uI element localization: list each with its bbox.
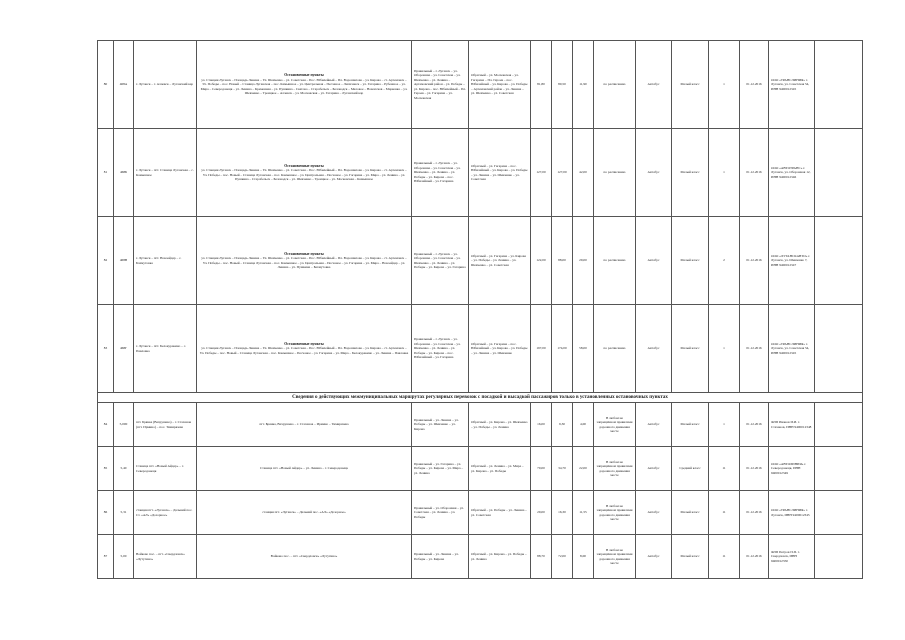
- route-name: Станица пгт. «Новый Айдар» – г. Северодонецк: [134, 447, 197, 491]
- vehicle-class: Малый класс: [672, 129, 709, 217]
- route-stops: [197, 447, 412, 491]
- vehicle-class: Малый класс: [672, 41, 709, 129]
- route-length-forward: 88,70: [531, 535, 552, 579]
- start-date: 01.12.2016: [740, 447, 769, 491]
- route-number: 84: [98, 403, 114, 447]
- route-streets-back: Обратный – ул. Ленина – ул. Мира – ул. Кирова – ул. Победы: [469, 447, 531, 491]
- route-name: г. Луганск – пгт. Новоайдар – с. Бахмутовка: [134, 217, 197, 305]
- table-row: [98, 491, 863, 535]
- table-row: [98, 217, 863, 305]
- boarding-order: по расписанию: [594, 305, 636, 393]
- stops-count: 42,00: [573, 129, 594, 217]
- boarding-order: по расписанию: [594, 41, 636, 129]
- boarding-order: В любом не запрещённом правилами дорожного движения месте: [594, 535, 636, 579]
- boarding-order: В любом не запрещённом правилами дорожного движения месте: [594, 403, 636, 447]
- route-name: г. Луганск – пгт. Белокуракино – с. Павловка: [134, 305, 197, 393]
- route-length-back: 88,00: [552, 217, 573, 305]
- stops-text: Войково пос. – пгт. «Свердловск» «Лутугино»: [270, 554, 338, 559]
- table-row: [98, 535, 863, 579]
- boarding-order: по расписанию: [594, 129, 636, 217]
- route-stops: [197, 41, 412, 129]
- route-name: г. Луганск – пгт. Станица Луганская – с. Камышное: [134, 129, 197, 217]
- route-stops: [197, 535, 412, 579]
- vehicle-type: Автобус: [636, 535, 672, 579]
- route-length-forward: 122,00: [531, 217, 552, 305]
- carrier-info: ООО «ЛУГАНСКАВТО» г. Луганск, ул. Шевченко 7, ИНН 9400012347: [769, 217, 815, 305]
- route-streets-back: Обратный – ул. Победы – ул. Ленина – ул. Советская: [469, 491, 531, 535]
- stops-count: 4,00: [573, 403, 594, 447]
- route-length-forward: 81,80: [531, 41, 552, 129]
- vehicle-type: Автобус: [636, 403, 672, 447]
- route-streets-back: Обратный – ул. Московская – ул. Гагарина – Пл. Героев – пос. Юбилейный – ул. Кирова – ул. Победы – Артемовский район – ул. Ленина – ул. Шевченко – ул. Советская: [469, 41, 531, 129]
- route-code: 5,000: [114, 403, 134, 447]
- boarding-order: В любом не запрещённом правилами дорожного движения месте: [594, 447, 636, 491]
- stops-title: Остановочные пункты: [284, 251, 324, 256]
- route-name: г. Луганск – г. Алчевск – Луганский кар: [134, 41, 197, 129]
- route-length-back: 9,30: [552, 403, 573, 447]
- route-length-back: 80,50: [552, 41, 573, 129]
- start-date: 01.12.2016: [740, 403, 769, 447]
- route-code: 468Б: [114, 129, 134, 217]
- route-streets-forward: Правильный – ул. Ленина – ул. Победы – ул. Кирова: [412, 535, 469, 579]
- start-date: 01.12.2016: [740, 41, 769, 129]
- vehicle-type: Автобус: [636, 41, 672, 129]
- route-stops: [197, 129, 412, 217]
- stops-count: 11,90: [573, 41, 594, 129]
- route-streets-forward: Правильный – г. Луганск – ул. Оборонная – ул. Советская – ул. Шевченко – ул. Ленина – ул. Победы – ул. Кирова – ул. Гагарина: [412, 217, 469, 305]
- vehicle-class: Малый класс: [672, 491, 709, 535]
- carrier-info: ООО «АВТОТРАНС» г. Луганск, ул. Оборонная 12, ИНН 9400012346: [769, 129, 815, 217]
- route-length-back: 72,00: [552, 535, 573, 579]
- route-streets-forward: Правильный – г. Луганск – ул. Оборонная – ул. Советская – ул. Шевченко – ул. Ленина – ул. Победы – ул. Кирова – пос. Юбилейный – ул. Гагарина: [412, 305, 469, 393]
- section-title: Сведения о действующих межмуниципальных маршрутах регулярных перевозок с посадкой и высадкой пассажиров только в установленных остановочных пунктах: [98, 393, 863, 403]
- route-length-back: 174,00: [552, 305, 573, 393]
- notes-cell: [815, 41, 863, 129]
- route-length-forward: 29,00: [531, 491, 552, 535]
- carrier-info: ФЛП Иванов И.И. г. Стаханов, ИНН 9400012348: [769, 403, 815, 447]
- route-length-back: 127,00: [552, 129, 573, 217]
- notes-cell: [815, 305, 863, 393]
- route-code: 5,40: [114, 447, 134, 491]
- route-number: 87: [98, 535, 114, 579]
- vehicle-type: Автобус: [636, 217, 672, 305]
- stops-text: ул. Станция Луганск – Площадь Ленина – Ул. Шевченко – ул. Советская – Пос. Юбилейный – Пл. Ворошилова – ул. Кирова – ст. Артемовск – Ул. Победы – пос. Новый – Станица Луганская – пос. Камышное – ул. Центральная – Песчаное – ул. Гагарина – ул. Мира – ул. Ленина – ул. Пушкина – Старобельск – Беловодск – ул. Шевченко – Троицкое – ул. Московская – Камышное: [201, 168, 407, 181]
- route-stops: [197, 305, 412, 393]
- stops-title: Остановочные пункты: [284, 341, 324, 346]
- route-length-forward: 197,00: [531, 305, 552, 393]
- carrier-info: ООО «АВТОЛИНИЯ» г. Северодонецк, ИНН 9400012349: [769, 447, 815, 491]
- vehicle-quantity: 1: [709, 403, 740, 447]
- route-streets-forward: Правильный – ул. Ленина – ул. Победы – ул. Шевченко – ул. Кирова: [412, 403, 469, 447]
- vehicle-quantity: 11: [709, 535, 740, 579]
- route-length-forward: 70,00: [531, 447, 552, 491]
- vehicle-quantity: 11: [709, 447, 740, 491]
- route-number: 82: [98, 217, 114, 305]
- carrier-info: ФЛП Петров П.П. г. Свердловск, ИНН 9400012350: [769, 535, 815, 579]
- carrier-info: ООО «ТРАНСЛИНИЯ» г. Луганск, ул. Советская 54, ИНН 9400012345: [769, 41, 815, 129]
- vehicle-quantity: 1: [709, 305, 740, 393]
- section-header-row: [98, 393, 863, 403]
- stops-count: 29,00: [573, 217, 594, 305]
- notes-cell: [815, 129, 863, 217]
- vehicle-type: Автобус: [636, 447, 672, 491]
- vehicle-quantity: 1: [709, 129, 740, 217]
- vehicle-quantity: 2: [709, 217, 740, 305]
- route-name: пгт. Брянка (Вахрушево) – г. Стаханов (пгт. Ирмино) – пос. Тимирязева: [134, 403, 197, 447]
- route-length-forward: 16,00: [531, 403, 552, 447]
- vehicle-type: Автобус: [636, 491, 672, 535]
- route-code: 468А: [114, 41, 134, 129]
- route-streets-forward: Правильный – ул. Гагарина – ул. Победы – ул. Кирова – ул. Мира – ул. Ленина: [412, 447, 469, 491]
- table-row: [98, 447, 863, 491]
- route-code: 5,00: [114, 535, 134, 579]
- vehicle-type: Автобус: [636, 305, 672, 393]
- table-row: [98, 403, 863, 447]
- route-streets-forward: Правильный – г. Луганск – ул. Оборонная – ул. Советская – ул. Шевченко – ул. Ленина – Артемовский район – ул. Победы – ул. Кирова – пос. Юбилейный – Пл. Героев – ул. Гагарина – ул. Московская: [412, 41, 469, 129]
- boarding-order: В любом не запрещённом правилами дорожного движения месте: [594, 491, 636, 535]
- start-date: 01.12.2016: [740, 491, 769, 535]
- stops-count: 58,00: [573, 305, 594, 393]
- vehicle-quantity: 11: [709, 491, 740, 535]
- route-code: 468В: [114, 217, 134, 305]
- route-stops: [197, 403, 412, 447]
- table-row: [98, 305, 863, 393]
- notes-cell: [815, 491, 863, 535]
- route-stops: [197, 217, 412, 305]
- stops-text: пгт. Брянка, Вахрушево – г. Стаханов – Ирмино – Тимирязева: [259, 422, 349, 427]
- route-number: 83: [98, 305, 114, 393]
- route-code: 5,31: [114, 491, 134, 535]
- route-streets-back: Обратный – ул. Гагарина – ул. Кирова – ул. Победы – ул. Ленина – ул. Шевченко – ул. Советская: [469, 217, 531, 305]
- route-code: 468Г: [114, 305, 134, 393]
- route-number: 80: [98, 41, 114, 129]
- route-number: 86: [98, 491, 114, 535]
- table-row: [98, 129, 863, 217]
- start-date: 01.12.2016: [740, 305, 769, 393]
- vehicle-class: Малый класс: [672, 305, 709, 393]
- route-number: 85: [98, 447, 114, 491]
- start-date: 01.12.2016: [740, 129, 769, 217]
- routes-register-table: [97, 40, 863, 579]
- notes-cell: [815, 447, 863, 491]
- route-name: Войково пос. – пгт. «Свердловск» «Лутугино»: [134, 535, 197, 579]
- carrier-info: ООО «ТРАНСЛИНИЯ» г. Луганск, ул. Советская 54, ИНН 9400012345: [769, 305, 815, 393]
- route-streets-back: Обратный – ул. Гагарина – пос. Юбилейный – ул. Кирова – ул. Победы – ул. Ленина – ул. Шевченко: [469, 305, 531, 393]
- route-length-forward: 127,00: [531, 129, 552, 217]
- route-length-back: 34,70: [552, 447, 573, 491]
- stops-text: Станица пгт. «Новый Айдар» – ул. Ленина – г. Северодонецк: [260, 466, 348, 471]
- vehicle-class: Малый класс: [672, 535, 709, 579]
- stops-count: 8,00: [573, 535, 594, 579]
- stops-title: Остановочные пункты: [284, 163, 324, 168]
- route-length-back: 16,30: [552, 491, 573, 535]
- vehicle-quantity: 1: [709, 41, 740, 129]
- route-number: 81: [98, 129, 114, 217]
- route-streets-back: Обратный – ул. Кирова – ул. Шевченко – ул. Победы – ул. Ленина: [469, 403, 531, 447]
- start-date: 01.12.2016: [740, 535, 769, 579]
- route-name: станция пгт. «Луганск» – Дальний пос. Ст. «АЛ» «Дозорное»: [134, 491, 197, 535]
- vehicle-class: Малый класс: [672, 217, 709, 305]
- stops-text: ул. Станция Луганск – Площадь Ленина – Ул. Шевченко – ул. Советская – Пос. Юбилейный – Пл. Ворошилова – ул. Кирова – ст. Артемовск – Ул. Победы – пос. Новый – Станица Луганская – пос. Камышное – ул. Центральная – Песчаное – ул. Гагарина – ул. Мира – Новоайдар – ул. Ленина – ул. Пушкина – Бахмутовка: [201, 256, 407, 269]
- notes-cell: [815, 535, 863, 579]
- start-date: 01.12.2016: [740, 217, 769, 305]
- stops-count: 22,00: [573, 447, 594, 491]
- notes-cell: [815, 403, 863, 447]
- stops-text: ул. Станция Луганск – Площадь Ленина – Ул. Шевченко – ул. Советская – Пос. Юбилейный – Пл. Ворошилова – ул. Кирова – ст. Артемовск – Ул. Победы – пос. Новый – Станица Луганская – пос. Камышное – Песчаное – ул. Гагарина – ул. Мира – Белокуракино – ул. Ленина – Павловка: [199, 346, 409, 355]
- stops-text: ул. Станция Луганск – Площадь Ленина – Ул. Шевченко – ул. Советская – Пос. Юбилейный – Пл. Ворошилова – ул. Кирова – ст. Артемовск – Ул. Победы – пос. Новый – Станица Луганская – пос. Камышное – ул. Центральная – Песчаное – Лисичанск – ул. Гагарина – Рубежное – ул. Мира – Северодонецк – ул. Ленина – Кременная – ул. Пушкина – Сватово – Старобельск – Беловодск – Меловое – Новопсков – Марковка – ул. Шевченко – Троицкое – Алчевск – ул. Московская – ул. Гагарина – Луганский кар: [200, 77, 408, 96]
- notes-cell: [815, 217, 863, 305]
- carrier-info: ООО «ТРАНСЛИНИЯ» г. Луганск, ИНН 9400012345: [769, 491, 815, 535]
- stops-count: 11,55: [573, 491, 594, 535]
- table-row: [98, 41, 863, 129]
- route-streets-forward: Правильный – ул. Оборонная – ул. Советская – ул. Ленина – ул. Победы: [412, 491, 469, 535]
- route-streets-back: Обратный – ул. Кирова – ул. Победы – ул. Ленина: [469, 535, 531, 579]
- route-streets-forward: Правильный – г. Луганск – ул. Оборонная – ул. Советская – ул. Шевченко – ул. Ленина – ул. Победы – ул. Кирова – пос. Юбилейный – ул. Гагарина: [412, 129, 469, 217]
- vehicle-class: Малый класс: [672, 403, 709, 447]
- vehicle-type: Автобус: [636, 129, 672, 217]
- route-streets-back: Обратный – ул. Гагарина – пос. Юбилейный – ул. Кирова – ул. Победы – ул. Ленина – ул. Шевченко – ул. Советская: [469, 129, 531, 217]
- stops-title: Остановочные пункты: [284, 73, 324, 78]
- boarding-order: по расписанию: [594, 217, 636, 305]
- route-stops: [197, 491, 412, 535]
- stops-text: станция пгт. «Луганск» – Дальний пос. «АЛ» «Дозорное»: [262, 510, 346, 515]
- vehicle-class: Средний класс: [672, 447, 709, 491]
